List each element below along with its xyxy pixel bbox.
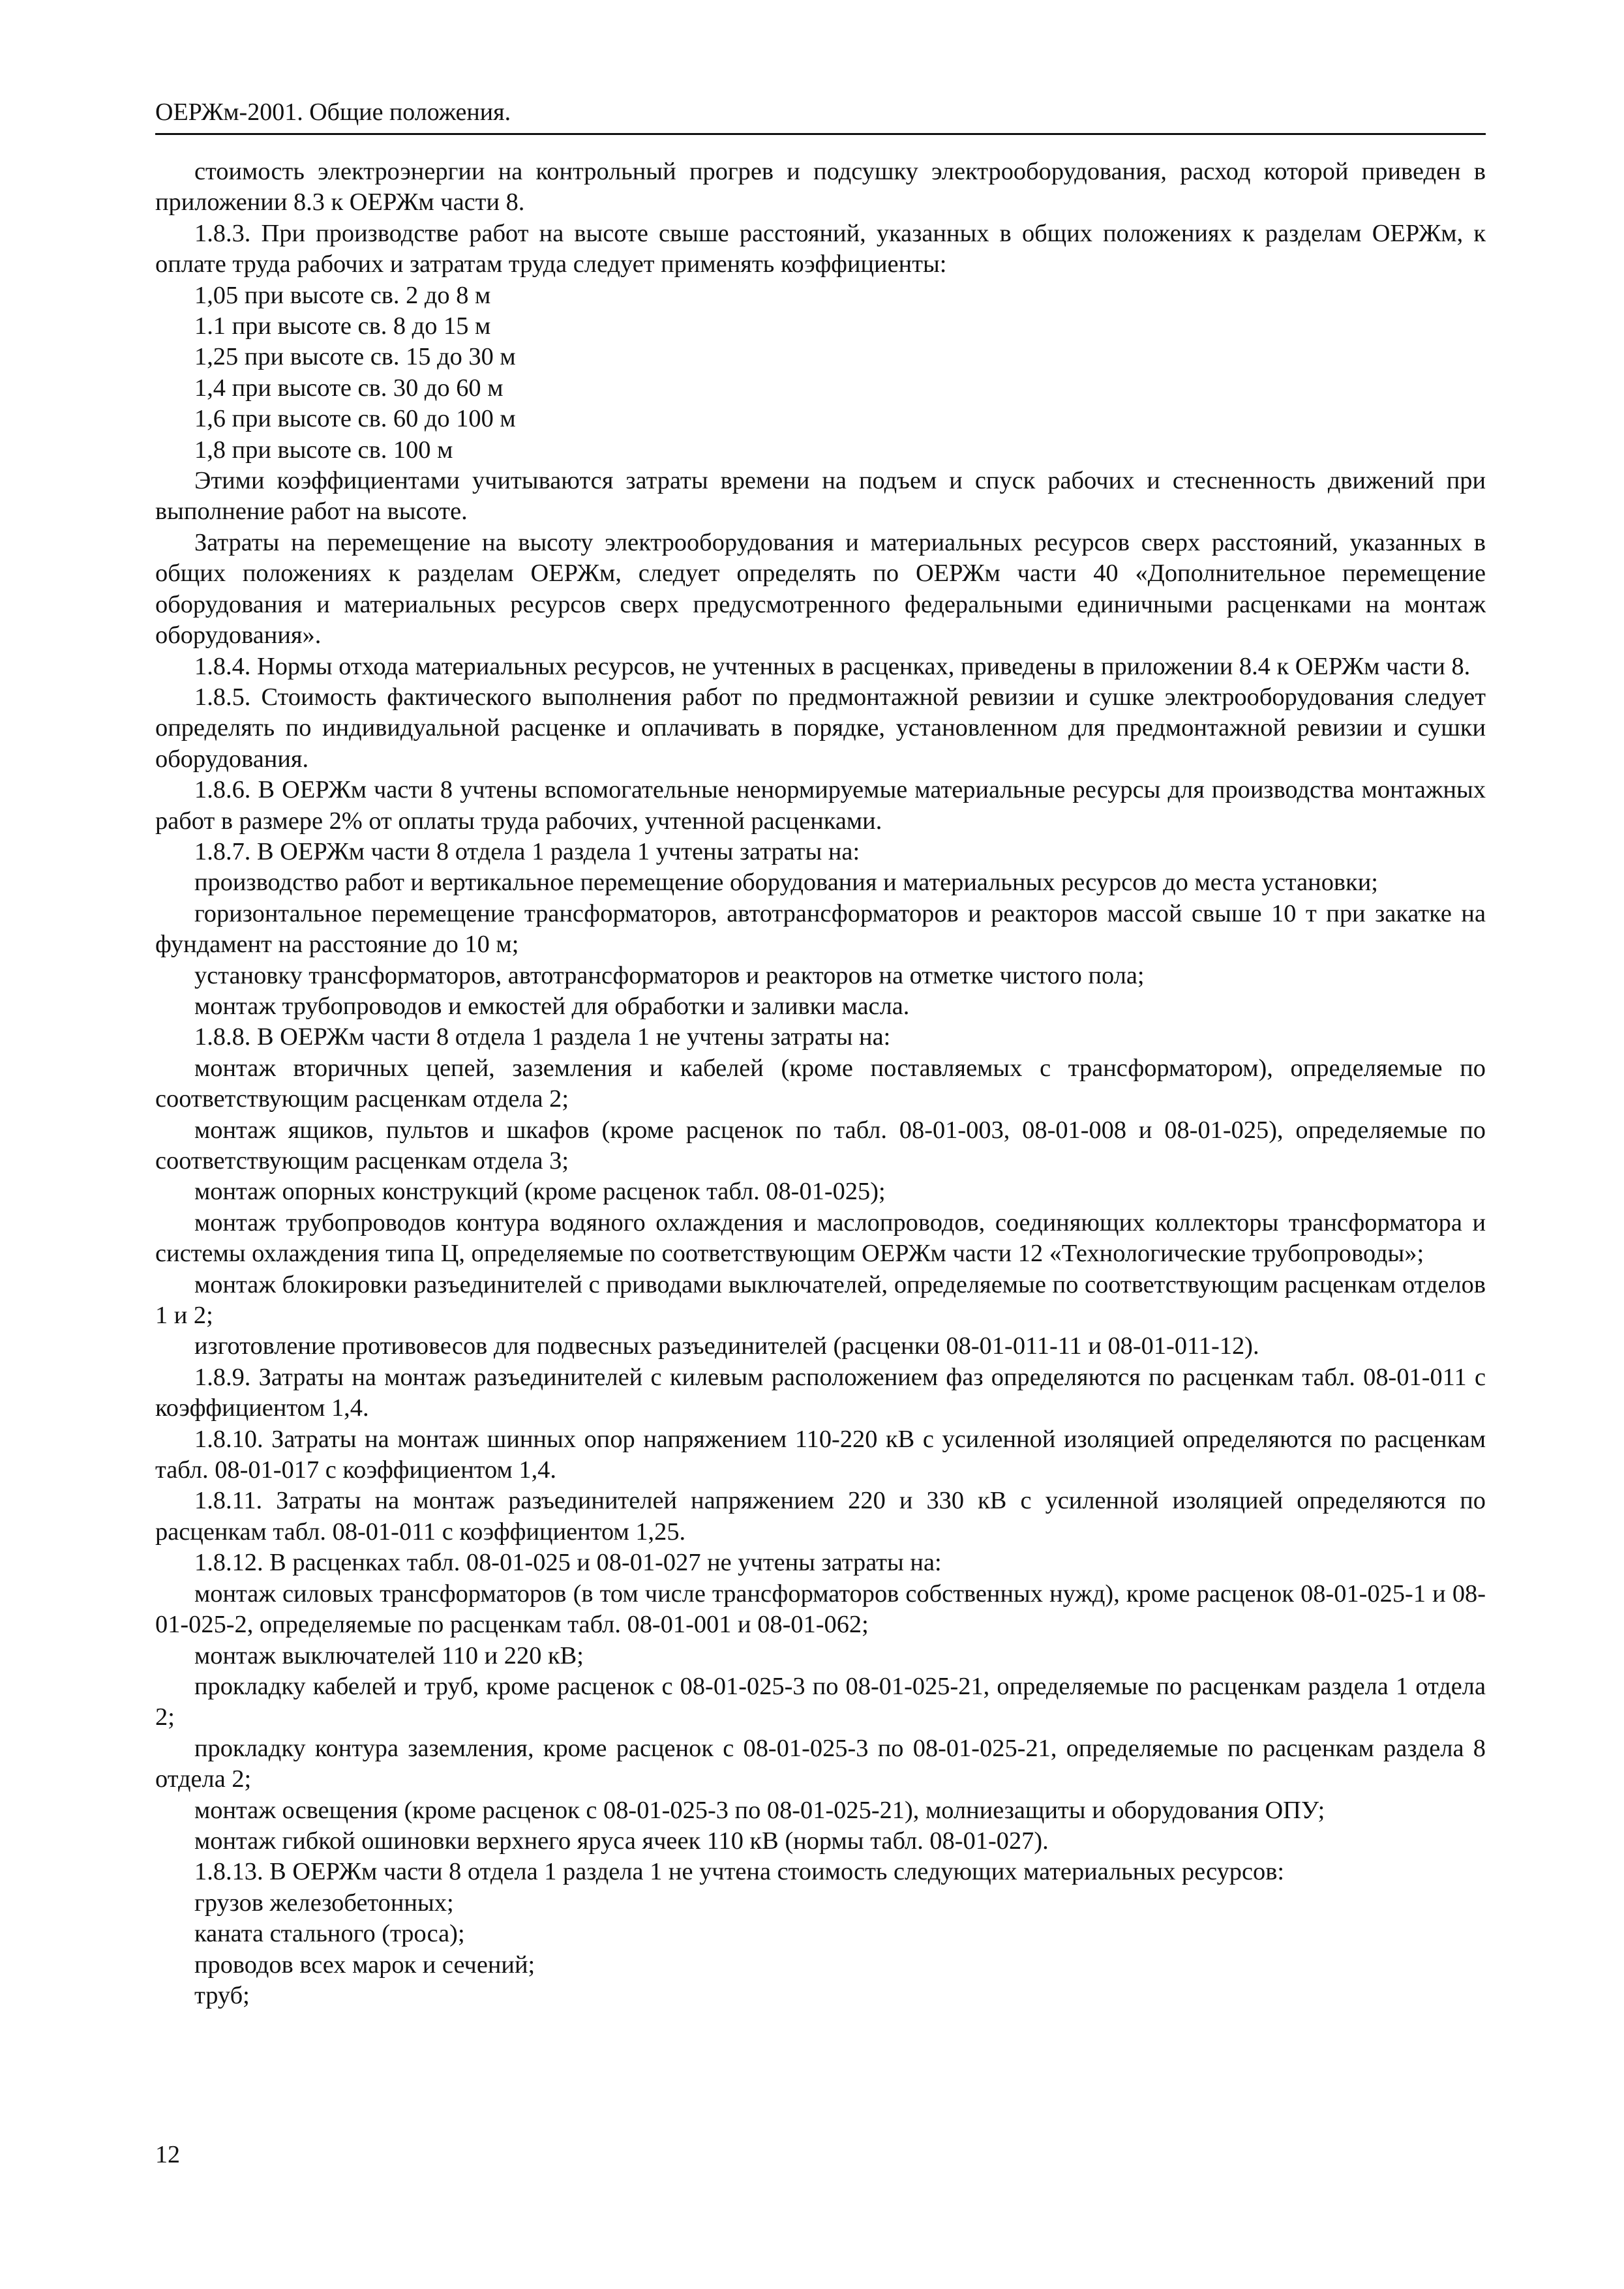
list-item: установку трансформаторов, автотрансформаторов и реакторов на отметке чистого пола; xyxy=(194,961,1145,989)
paragraph: 1.8.11. Затраты на монтаж разъединителей напряжением 220 и 330 кВ с усиленной изоляцией определяются по расценкам табл. 08-01-011 с коэффициентом 1,25. xyxy=(155,1487,1486,1546)
paragraph: 1.8.3. При производстве работ на высоте свыше расстояний, указанных в общих положениях к разделам ОЕРЖм, к оплате труда рабочих и затратам труда следует применять коэффициенты: xyxy=(155,219,1486,278)
list-item: прокладку контура заземления, кроме расценок с 08-01-025-3 по 08-01-025-21, определяемые по расценкам раздела 8 отдела 2; xyxy=(155,1734,1486,1793)
list-item: монтаж гибкой ошиновки верхнего яруса ячеек 110 кВ (нормы табл. 08-01-027). xyxy=(194,1827,1049,1855)
page-number: 12 xyxy=(155,2141,180,2168)
coefficient-item: 1,6 при высоте св. 60 до 100 м xyxy=(194,405,516,433)
paragraph: 1.8.8. В ОЕРЖм части 8 отдела 1 раздела 1 не учтены затраты на: xyxy=(194,1023,891,1051)
running-header: ОЕРЖм-2001. Общие положения. xyxy=(155,97,1486,135)
coefficient-item: 1,25 при высоте св. 15 до 30 м xyxy=(194,343,516,371)
list-item: монтаж трубопроводов контура водяного охлаждения и маслопроводов, соединяющих коллекторы трансформатора и системы охлаждения типа Ц, определяемые по соответствующим ОЕРЖм части 12 «Технологические трубопроводы»; xyxy=(155,1208,1486,1268)
list-item: монтаж трубопроводов и емкостей для обработки и заливки масла. xyxy=(194,992,910,1020)
body-text xyxy=(155,157,1486,2011)
paragraph: 1.8.4. Нормы отхода материальных ресурсов, не учтенных в расценках, приведены в приложении 8.4 к ОЕРЖм части 8. xyxy=(194,652,1471,680)
list-item: горизонтальное перемещение трансформаторов, автотрансформаторов и реакторов массой свыше 10 т при закатке на фундамент на расстояние до 10 м; xyxy=(155,899,1486,959)
paragraph: 1.8.5. Стоимость фактического выполнения работ по предмонтажной ревизии и сушке электрооборудования следует определять по индивидуальной расценке и оплачивать в порядке, установленном для предмонтажной ревизии и сушки оборудования. xyxy=(155,683,1486,773)
list-item: монтаж вторичных цепей, заземления и кабелей (кроме поставляемых с трансформатором), определяемые по соответствующим расценкам отдела 2; xyxy=(155,1054,1486,1113)
paragraph: Этими коэффициентами учитываются затраты времени на подъем и спуск рабочих и стесненность движений при выполнение работ на высоте. xyxy=(155,467,1486,526)
list-item: труб; xyxy=(194,1981,250,2009)
list-item: монтаж освещения (кроме расценок с 08-01-025-3 по 08-01-025-21), молниезащиты и оборудования ОПУ; xyxy=(194,1796,1325,1824)
list-item: изготовление противовесов для подвесных разъединителей (расценки 08-01-011-11 и 08-01-011-12). xyxy=(194,1332,1259,1360)
list-item: прокладку кабелей и труб, кроме расценок с 08-01-025-3 по 08-01-025-21, определяемые по расценкам раздела 1 отдела 2; xyxy=(155,1672,1486,1731)
paragraph: Затраты на перемещение на высоту электрооборудования и материальных ресурсов сверх расстояний, указанных в общих положениях к разделам ОЕРЖм, следует определять по ОЕРЖм части 40 «Дополнительное перемещение оборудования и материальных ресурсов сверх предусмотренного федеральными единичными расценками на монтаж оборудования». xyxy=(155,528,1486,650)
coefficient-item: 1,05 при высоте св. 2 до 8 м xyxy=(194,281,491,309)
coefficient-item: 1,8 при высоте св. 100 м xyxy=(194,436,453,464)
coefficient-item: 1,4 при высоте св. 30 до 60 м xyxy=(194,374,504,402)
list-item: каната стального (троса); xyxy=(194,1920,465,1948)
paragraph: 1.8.6. В ОЕРЖм части 8 учтены вспомогательные ненормируемые материальные ресурсы для производства монтажных работ в размере 2% от оплаты труда рабочих, учтенной расценками. xyxy=(155,776,1486,835)
paragraph: стоимость электроэнергии на контрольный прогрев и подсушку электрооборудования, расход которой приведен в приложении 8.3 к ОЕРЖм части 8. xyxy=(155,158,1486,217)
paragraph: 1.8.7. В ОЕРЖм части 8 отдела 1 раздела 1 учтены затраты на: xyxy=(194,837,860,865)
list-item: монтаж опорных конструкций (кроме расценок табл. 08-01-025); xyxy=(194,1178,886,1206)
paragraph: 1.8.12. В расценках табл. 08-01-025 и 08-01-027 не учтены затраты на: xyxy=(194,1549,942,1577)
list-item: монтаж блокировки разъединителей с приводами выключателей, определяемые по соответствующим расценкам отделов 1 и 2; xyxy=(155,1270,1486,1330)
list-item: монтаж выключателей 110 и 220 кВ; xyxy=(194,1641,584,1669)
list-item: производство работ и вертикальное перемещение оборудования и материальных ресурсов до места установки; xyxy=(194,869,1378,897)
paragraph: 1.8.13. В ОЕРЖм части 8 отдела 1 раздела 1 не учтена стоимость следующих материальных ресурсов: xyxy=(194,1858,1285,1886)
coefficient-item: 1.1 при высоте св. 8 до 15 м xyxy=(194,312,491,340)
paragraph: 1.8.9. Затраты на монтаж разъединителей с килевым расположением фаз определяются по расценкам табл. 08-01-011 с коэффициентом 1,4. xyxy=(155,1363,1486,1422)
list-item: грузов железобетонных; xyxy=(194,1889,454,1917)
paragraph: 1.8.10. Затраты на монтаж шинных опор напряжением 110-220 кВ с усиленной изоляцией определяются по расценкам табл. 08-01-017 с коэффициентом 1,4. xyxy=(155,1425,1486,1484)
list-item: монтаж ящиков, пультов и шкафов (кроме расценок по табл. 08-01-003, 08-01-008 и 08-01-025), определяемые по соответствующим расценкам отдела 3; xyxy=(155,1116,1486,1174)
list-item: проводов всех марок и сечений; xyxy=(194,1951,535,1979)
list-item: монтаж силовых трансформаторов (в том числе трансформаторов собственных нужд), кроме расценок 08-01-025-1 и 08-01-025-2, определяемые по расценкам табл. 08-01-001 и 08-01-062; xyxy=(155,1579,1486,1639)
